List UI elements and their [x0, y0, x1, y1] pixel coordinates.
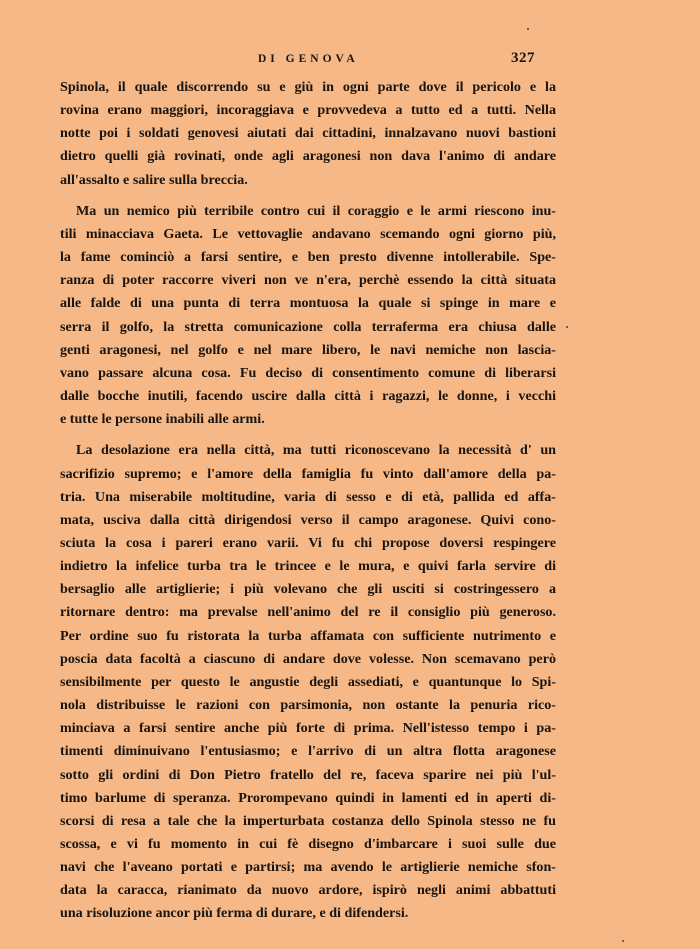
body-text: [60, 76, 556, 926]
text-line: una risoluzione ancor più ferma di durare, e di difendersi.: [60, 905, 409, 922]
running-head: [0, 50, 700, 72]
paragraph: [60, 200, 556, 432]
paragraph: [60, 76, 556, 192]
text-line: ritornare dentro: ma prevalse nell'animo del re il consiglio più generoso.: [60, 604, 556, 621]
text-line: all'assalto e salire sulla breccia.: [60, 171, 248, 188]
text-line: sacrifizio supremo; e l'amore della famiglia fu vinto dall'amore della pa-: [60, 465, 556, 482]
paragraph-gap: [60, 192, 556, 200]
text-line: Per ordine suo fu ristorata la turba affamata con sufficiente nutrimento e: [60, 627, 556, 644]
running-title: DI GENOVA: [258, 53, 359, 65]
text-line: la fame cominciò a farsi sentire, e ben presto divenne intollerabile. Spe-: [60, 249, 556, 266]
text-line: dietro quelli già rovinati, onde agli aragonesi non dava l'animo di andare: [60, 148, 556, 165]
text-line: notte poi i soldati genovesi aiutati dai cittadini, innalzavano nuovi bastioni: [60, 125, 556, 142]
text-line: mata, usciva dalla città dirigendosi verso il campo aragonese. Quivi cono-: [60, 511, 556, 528]
text-line: serra il golfo, la stretta comunicazione colla terraferma era chiusa dalle: [60, 318, 556, 335]
text-line: timenti diminuivano l'entusiasmo; e l'arrivo di un altra flotta aragonese: [60, 743, 556, 760]
text-line: indietro la infelice turba tra le trincee e le mura, e quivi farla servire di: [60, 558, 556, 575]
text-line: La desolazione era nella città, ma tutti riconoscevano la necessità d' un: [76, 442, 556, 459]
text-line: tili minacciava Gaeta. Le vettovaglie andavano scemando ogni giorno più,: [60, 225, 556, 242]
text-line: Spinola, il quale discorrendo su e giù in ogni parte dove il pericolo e la: [60, 79, 556, 95]
paper-speck: [622, 940, 624, 942]
text-line: scorsi di resa a tale che la imperturbata costanza dello Spinola stesso ne fu: [60, 812, 556, 829]
text-line: sciuta la cosa i pareri erano varii. Vi fu chi propose doversi respingere: [60, 534, 556, 551]
paragraph: [60, 439, 556, 925]
text-line: sotto gli ordini di Don Pietro fratello del re, faceva sparire nei più l'ul-: [60, 766, 556, 783]
text-line: scossa, e vi fu momento in cui fè disegno d'imbarcare i suoi sulle due: [60, 836, 556, 852]
paper-speck: [527, 28, 529, 30]
text-line: poscia data facoltà a ciascuno di andare dove volesse. Non scemavano però: [60, 650, 556, 667]
text-line: rovina erano maggiori, incoraggiava e provvedeva a tutto ed a tutti. Nella: [60, 102, 556, 119]
text-line: genti aragonesi, nel golfo e nel mare libero, le navi nemiche non lascia-: [60, 341, 556, 358]
paragraph-gap: [60, 431, 556, 439]
text-line: sensibilmente per questo le angustie degli assediati, e quantunque lo Spi-: [60, 673, 556, 690]
text-line: minciava a farsi sentire anche più forte di prima. Nell'istesso tempo i pa-: [60, 720, 556, 737]
text-line: Ma un nemico più terribile contro cui il coraggio e le armi riescono inu-: [76, 202, 556, 219]
text-line: alle falde di una punta di terra montuosa la quale si spinge in mare e: [60, 295, 556, 312]
text-line: bersaglio alle artiglierie; i più volevano che gli usciti si costringessero a: [60, 581, 556, 598]
text-line: data la caracca, rianimato da nuovo ardore, ispirò negli animi abbattuti: [60, 882, 556, 899]
text-line: vano passare alcuna cosa. Fu deciso di consentimento comune di liberarsi: [60, 364, 556, 381]
paper-speck: [566, 326, 568, 328]
text-line: tria. Una miserabile moltitudine, varia di sesso e di età, pallida ed affa-: [60, 488, 556, 505]
page-number: 327: [511, 50, 535, 66]
text-line: timo barlume di speranza. Prorompevano quindi in lamenti ed in aperti di-: [60, 789, 556, 806]
text-line: e tutte le persone inabili alle armi.: [60, 411, 265, 428]
text-line: ranza di poter raccorre viveri non ve n'era, perchè essendo la città situata: [60, 272, 556, 289]
text-line: navi che l'aveano portati e partirsi; ma avendo le artiglierie nemiche sfon-: [60, 859, 556, 876]
text-line: nola distribuisse le razioni con parsimonia, non ostante la penuria rico-: [60, 697, 556, 714]
text-line: dalle bocche inutili, facendo uscire dalla città i ragazzi, le donne, i vecchi: [60, 388, 556, 405]
